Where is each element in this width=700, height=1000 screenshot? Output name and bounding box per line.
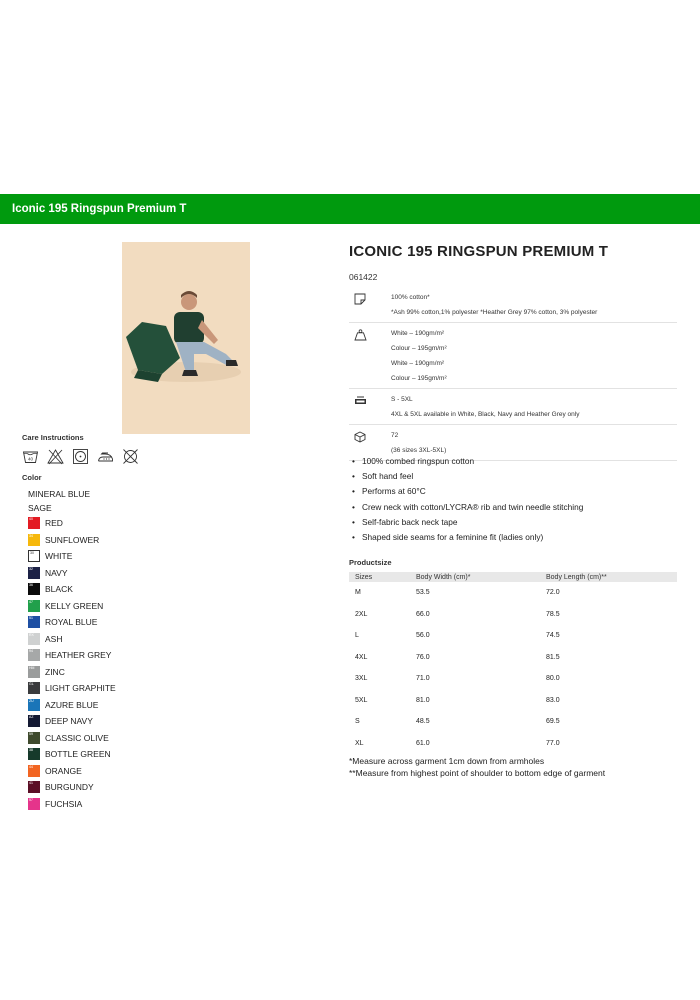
color-code: 38 xyxy=(29,748,33,753)
header-body-width: Body Width (cm)* xyxy=(410,572,540,582)
table-row xyxy=(349,625,677,647)
color-name: NAVY xyxy=(45,567,68,578)
spec-line: (36 sizes 3XL-5XL) xyxy=(391,447,447,454)
color-name: BLACK xyxy=(45,584,73,595)
table-row xyxy=(349,690,677,712)
spec-line: Colour – 195gm/m² xyxy=(391,345,447,352)
color-item xyxy=(28,746,228,763)
spec-line: 72 xyxy=(391,432,399,439)
color-swatch xyxy=(28,534,40,546)
size-note-width: *Measure across garment 1cm down from armholes xyxy=(349,756,545,766)
spec-list xyxy=(349,287,677,461)
product-title: ICONIC 195 RINGSPUN PREMIUM T xyxy=(349,243,609,260)
color-code: 41 xyxy=(29,781,33,786)
color-name: ROYAL BLUE xyxy=(45,617,98,628)
color-code: 30 xyxy=(30,551,34,556)
cell-body-length: 69.5 xyxy=(546,718,560,726)
cell-body-length: 80.0 xyxy=(546,675,560,683)
color-item xyxy=(28,680,228,697)
cell-body-width: 71.0 xyxy=(416,675,430,683)
color-swatch xyxy=(28,567,40,579)
color-name: BURGUNDY xyxy=(45,782,94,793)
weight-icon xyxy=(349,326,391,386)
spec-line: *Ash 99% cotton,1% polyester *Heather Grey 97% cotton, 3% polyester xyxy=(391,309,598,316)
size-table-header xyxy=(349,572,677,582)
color-item xyxy=(28,532,228,549)
color-code: 40 xyxy=(29,517,33,522)
spec-line: White – 190gm/m² xyxy=(391,330,445,337)
color-swatch xyxy=(28,748,40,760)
color-item xyxy=(28,796,228,813)
feature-text: Shaped side seams for a feminine fit (ladies only) xyxy=(362,532,544,543)
cell-body-width: 56.0 xyxy=(416,632,430,640)
cell-size: 4XL xyxy=(355,653,368,661)
color-name: AZURE BLUE xyxy=(45,699,99,710)
header-body-length: Body Length (cm)** xyxy=(540,572,677,582)
color-plain-mineral-blue: MINERAL BLUE xyxy=(28,489,91,499)
bullet-dot: • xyxy=(352,532,355,543)
color-swatch xyxy=(28,517,40,529)
color-code: 34 xyxy=(29,533,33,538)
color-swatch xyxy=(28,633,40,645)
color-heading: Color xyxy=(22,473,42,482)
spec-block xyxy=(349,323,677,389)
bullet-dot: • xyxy=(352,516,355,527)
color-item xyxy=(28,779,228,796)
size-icon xyxy=(349,392,391,422)
iron-icon xyxy=(97,448,114,465)
color-item xyxy=(28,614,228,631)
feature-text: Crew neck with cotton/LYCRA® rib and twin needle stitching xyxy=(362,501,584,512)
no-dry-clean-icon xyxy=(122,448,139,465)
color-swatch xyxy=(28,765,40,777)
color-swatch xyxy=(28,666,40,678)
cell-size: 2XL xyxy=(355,610,368,618)
feature-text: Soft hand feel xyxy=(362,471,414,482)
bullet-dot: • xyxy=(352,501,355,512)
color-swatch xyxy=(28,649,40,661)
care-instructions-heading: Care Instructions xyxy=(22,433,84,442)
color-item xyxy=(28,598,228,615)
table-row xyxy=(349,711,677,733)
color-swatch xyxy=(28,550,40,562)
color-swatch xyxy=(28,583,40,595)
cell-body-length: 78.5 xyxy=(546,610,560,618)
color-code: ZU xyxy=(29,698,34,703)
cell-size: 3XL xyxy=(355,675,368,683)
cell-body-width: 61.0 xyxy=(416,739,430,747)
cell-body-width: 76.0 xyxy=(416,653,430,661)
feature-item xyxy=(352,454,583,469)
spec-block xyxy=(349,287,677,323)
svg-text:40: 40 xyxy=(27,456,34,462)
feature-item xyxy=(352,530,583,545)
cell-body-width: 81.0 xyxy=(416,696,430,704)
bullet-dot: • xyxy=(352,456,355,466)
feature-text: 100% combed ringspun cotton xyxy=(362,456,475,466)
product-photo xyxy=(122,242,250,434)
size-table xyxy=(349,572,677,754)
color-swatch xyxy=(28,781,40,793)
table-row xyxy=(349,604,677,626)
color-item xyxy=(28,647,228,664)
color-item xyxy=(28,730,228,747)
color-code: 94 xyxy=(29,649,33,654)
color-item xyxy=(28,548,228,565)
feature-item xyxy=(352,484,583,499)
color-code: 44 xyxy=(29,764,33,769)
color-item xyxy=(28,713,228,730)
color-name: WHITE xyxy=(45,551,73,562)
productsize-heading: Productsize xyxy=(349,558,392,567)
color-swatch xyxy=(28,682,40,694)
model-illustration xyxy=(122,242,250,434)
color-item xyxy=(28,515,228,532)
color-code: AZ xyxy=(29,715,34,720)
color-swatch xyxy=(28,616,40,628)
color-name: FUCHSIA xyxy=(45,798,83,809)
color-swatch xyxy=(28,715,40,727)
cell-body-length: 74.5 xyxy=(546,632,560,640)
color-item xyxy=(28,697,228,714)
color-swatch xyxy=(28,699,40,711)
color-code: 32 xyxy=(29,566,33,571)
table-row xyxy=(349,647,677,669)
color-name: HEATHER GREY xyxy=(45,650,112,661)
color-swatch xyxy=(28,600,40,612)
color-item xyxy=(28,763,228,780)
color-name: ORANGE xyxy=(45,765,82,776)
color-code: 57 xyxy=(29,797,33,802)
cell-body-length: 83.0 xyxy=(546,696,560,704)
color-name: KELLY GREEN xyxy=(45,600,104,611)
feature-item xyxy=(352,515,583,530)
color-swatch-list xyxy=(28,515,228,812)
table-row xyxy=(349,668,677,690)
cell-body-width: 66.0 xyxy=(416,610,430,618)
cell-body-width: 48.5 xyxy=(416,718,430,726)
color-code: RX xyxy=(29,632,34,637)
color-swatch xyxy=(28,798,40,810)
cell-size: L xyxy=(355,632,359,640)
size-note-length: **Measure from highest point of shoulder to bottom edge of garment xyxy=(349,767,606,778)
color-plain-sage: SAGE xyxy=(28,503,52,513)
spec-line: White – 190gm/m² xyxy=(391,360,445,367)
product-code: 061422 xyxy=(349,272,378,282)
color-swatch xyxy=(28,732,40,744)
cell-size: M xyxy=(355,589,361,597)
feature-item xyxy=(352,500,583,515)
color-item xyxy=(28,631,228,648)
spec-block xyxy=(349,389,677,425)
cell-body-width: 53.5 xyxy=(416,589,430,597)
table-row xyxy=(349,733,677,755)
color-name: BOTTLE GREEN xyxy=(45,749,111,760)
color-item xyxy=(28,581,228,598)
color-item xyxy=(28,565,228,582)
no-bleach-icon xyxy=(47,448,64,465)
spec-line: Colour – 195gm/m² xyxy=(391,375,447,382)
color-code: GL xyxy=(29,682,34,687)
header-banner xyxy=(0,194,700,224)
color-code: 47 xyxy=(29,599,33,604)
color-name: RED xyxy=(45,518,63,529)
cell-size: 5XL xyxy=(355,696,368,704)
feature-text: Performs at 60°C xyxy=(362,486,426,497)
feature-item xyxy=(352,469,583,484)
tumble-dry-icon xyxy=(72,448,89,465)
care-icons xyxy=(22,448,139,465)
color-code: HM xyxy=(29,665,35,670)
feature-list xyxy=(352,454,583,545)
color-name: SUNFLOWER xyxy=(45,534,100,545)
color-code: 36 xyxy=(29,583,33,588)
header-sizes: Sizes xyxy=(349,572,410,582)
color-code: 59 xyxy=(29,731,33,736)
cell-size: XL xyxy=(355,739,364,747)
spec-line: S - 5XL xyxy=(391,396,413,403)
size-notes xyxy=(349,756,605,779)
cell-size: S xyxy=(355,718,360,726)
color-code: 51 xyxy=(29,616,33,621)
bullet-dot: • xyxy=(352,486,355,497)
feature-text: Self-fabric back neck tape xyxy=(362,516,458,527)
spec-line: 4XL & 5XL available in White, Black, Navy and Heather Grey only xyxy=(391,411,580,418)
color-name: ZINC xyxy=(45,666,65,677)
cell-body-length: 72.0 xyxy=(546,589,560,597)
color-name: CLASSIC OLIVE xyxy=(45,732,109,743)
table-row xyxy=(349,582,677,604)
cell-body-length: 77.0 xyxy=(546,739,560,747)
spec-line: 100% cotton* xyxy=(391,294,430,301)
color-name: ASH xyxy=(45,633,63,644)
color-item xyxy=(28,664,228,681)
bullet-dot: • xyxy=(352,471,355,482)
wash-40-icon xyxy=(22,448,39,465)
color-name: DEEP NAVY xyxy=(45,716,93,727)
banner-title: Iconic 195 Ringspun Premium T xyxy=(12,203,187,215)
color-name: LIGHT GRAPHITE xyxy=(45,683,116,694)
cell-body-length: 81.5 xyxy=(546,653,560,661)
fabric-icon xyxy=(349,290,391,320)
